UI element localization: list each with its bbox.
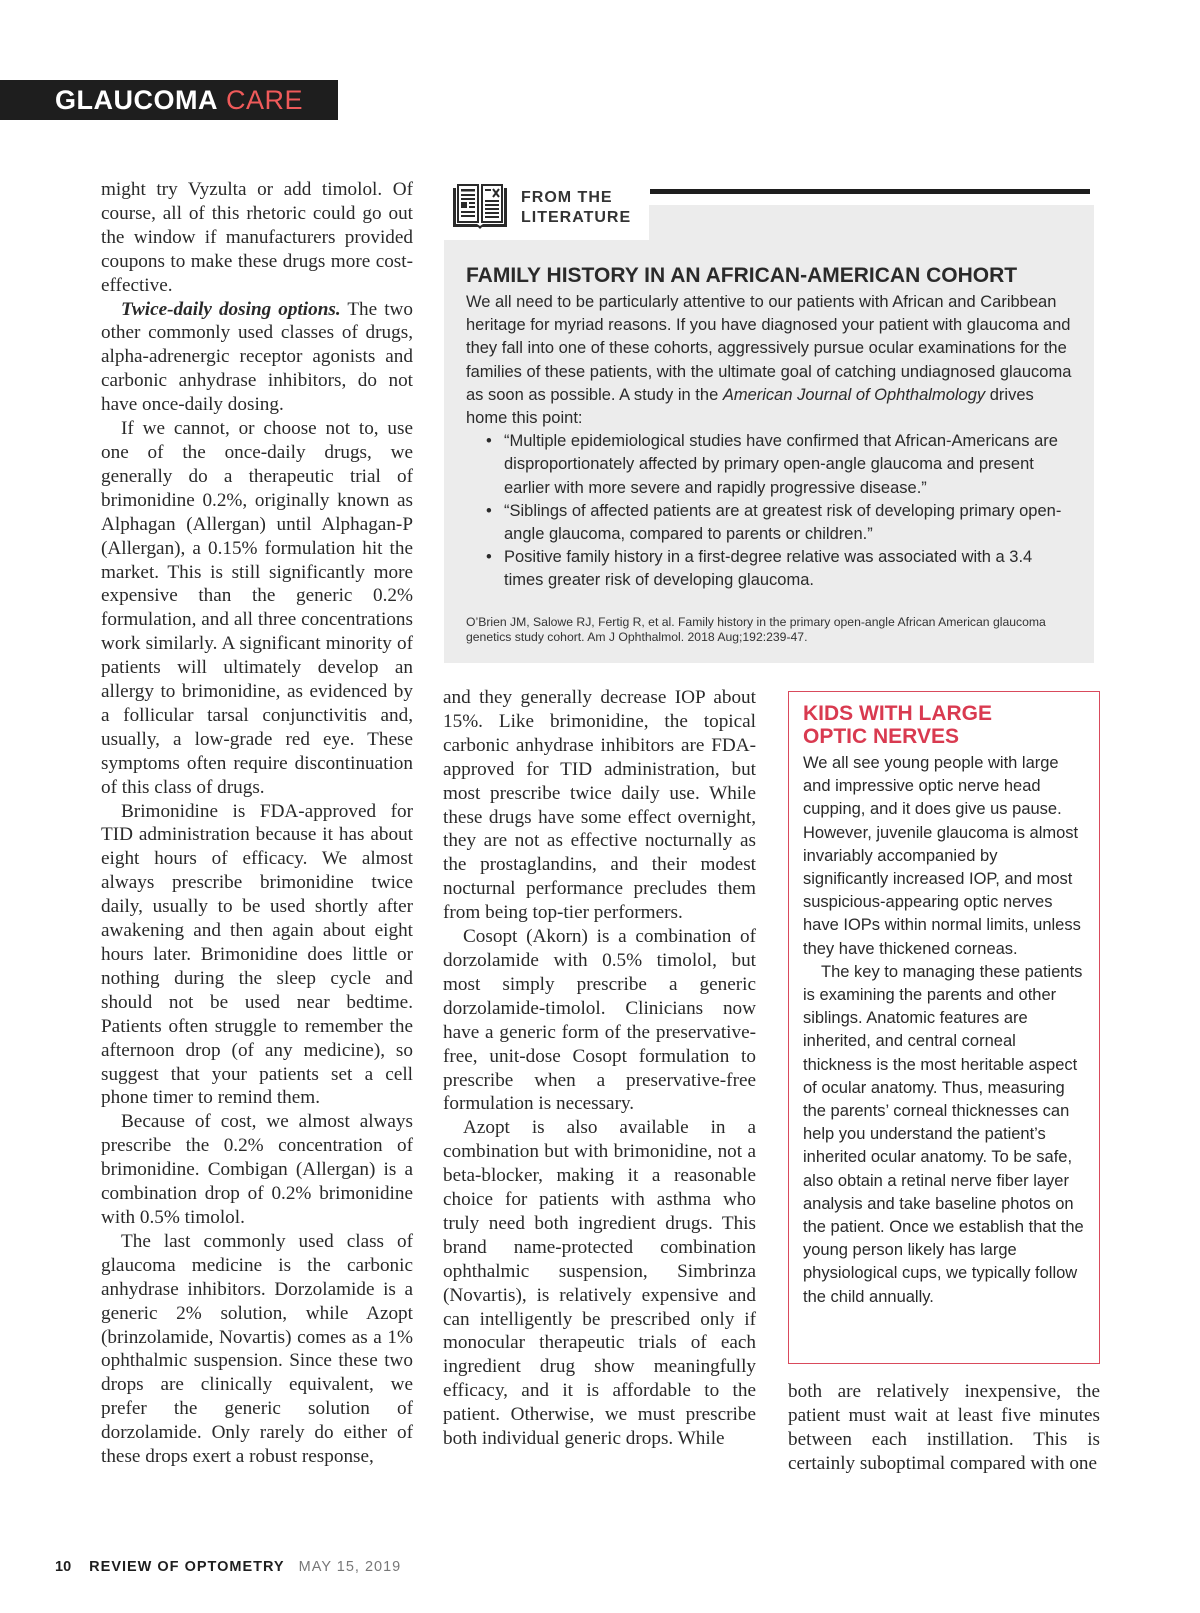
- literature-label-line1: FROM THE: [521, 189, 613, 206]
- list-item: • “Multiple epidemiological studies have confirmed that African-Americans are disproportionately affected by primary open-angle glaucoma and present earlier with more severe and rapidly progressive disease.”: [486, 430, 1076, 500]
- paragraph: Because of cost, we almost always prescribe the 0.2% concentration of brimonidine. Combigan (Allergan) is a combination drop of 0.2% brimonidine with 0.5% timolol.: [101, 1111, 413, 1228]
- kids-heading: [803, 702, 1085, 748]
- open-book-icon: [450, 183, 510, 230]
- literature-intro: [466, 291, 1076, 430]
- paragraph: [101, 298, 413, 418]
- kids-heading-line2: OPTIC NERVES: [803, 725, 959, 748]
- paragraph: Brimonidine is FDA-approved for TID administration because it has about eight hours of efficacy. We almost always prescribe brimonidine twice daily, usually to be used shortly after awakening and then again about eight hours later. Brimonidine does little or nothing during the sleep cycle and should not be used near bedtime. Patients often struggle to remember the afternoon drop (of any medicine), so suggest that your patients set a cell phone timer to remind them.: [101, 800, 413, 1109]
- kids-content: [803, 702, 1085, 1309]
- journal-name: American Journal of Ophthalmology: [722, 385, 986, 404]
- literature-bullets: [466, 430, 1076, 592]
- kids-heading-line1: KIDS WITH LARGE: [803, 702, 992, 725]
- page-footer: [55, 1559, 401, 1575]
- literature-rule: [650, 189, 1090, 194]
- paragraph: Cosopt (Akorn) is a combination of dorzolamide with 0.5% timolol, but most simply prescribe a generic dorzolamide-timolol. Clinicians now have a generic form of the preservative-free, unit-dose Cosopt formulation to prescribe when a preservative-free formulation is necessary.: [443, 926, 756, 1115]
- section-title: [55, 85, 303, 116]
- paragraph: If we cannot, or choose not to, use one of the once-daily drugs, we generally do a therapeutic trial of brimonidine 0.2%, originally known as Alphagan (Allergan) until Alphagan-P (Allergan), a 0.15% formulation hit the market. This is still significantly more expensive than the generic 0.2% formulation, and all three concentrations work similarly. A significant minority of patients will ultimately develop an allergy to brimonidine, as evidenced by a follicular tarsal conjunctivitis and, usually, a low-grade red eye. These symptoms often require discontinuation of this class of drugs.: [101, 418, 413, 798]
- paragraph: We all see young people with large and impressive optic nerve head cupping, and it does give us pause. However, juvenile glaucoma is almost invariably accompanied by significantly increased IOP, and most suspicious-appearing optic nerves have IOPs within normal limits, unless they have thickened corneas.: [803, 754, 1081, 958]
- literature-intro-end: drives home this point:: [466, 385, 1034, 428]
- literature-heading: FAMILY HISTORY IN AN AFRICAN-AMERICAN COHORT: [466, 264, 1018, 287]
- literature-citation: O’Brien JM, Salowe RJ, Fertig R, et al. Family history in the primary open-angle African American glaucoma genetics study cohort. Am J Ophthalmol. 2018 Aug;192:239-47.: [466, 614, 1046, 645]
- literature-content: [466, 263, 1076, 646]
- paragraph: The key to managing these patients is examining the parents and other siblings. Anatomic features are inherited, and central corneal thickness is the most heritable aspect of ocular anatomy. Thus, measuring the parents’ corneal thicknesses can help you understand the patient’s inherited ocular anatomy. To be safe, also obtain a retinal nerve fiber layer analysis and take baseline photos on the patient. Once we establish that the young person likely has large physiological cups, we typically follow the child annually.: [803, 962, 1084, 1306]
- paragraph: both are relatively inexpensive, the patient must wait at least five minutes between each instillation. This is certainly suboptimal compared with one: [788, 1381, 1100, 1474]
- literature-intro-text: We all need to be particularly attentive to our patients with African and Caribbean heritage for myriad reasons. If you have diagnosed your patient with glaucoma and they fall into one of these cohorts, aggressively pursue ocular examinations for the families of these patients, with the ultimate goal of catching undiagnosed glaucoma as soon as possible. A study in the: [466, 293, 1072, 404]
- paragraph: Azopt is also available in a combination but with brimonidine, not a beta-blocker, making it a reasonable choice for patients with asthma who truly need both ingredient drugs. This brand name-protected combination ophthalmic suspension, Simbrinza (Novartis), is relatively expensive and can intelligently be prescribed only if monocular therapeutic trials of each ingredient drug show meaningfully efficacy, and it is affordable to the patient. Otherwise, we must prescribe both individual generic drops. While: [443, 1117, 756, 1450]
- literature-box: [444, 205, 1094, 663]
- paragraph: The last commonly used class of glaucoma medicine is the carbonic anhydrase inhibitors. Dorzolamide is a generic 2% solution, while Azopt (brinzolamide, Novartis) comes as a 1% ophthalmic suspension. Since these two drops are clinically equivalent, we prefer the generic solution of dorzolamide. Only rarely do either of these drops exert a robust response,: [101, 1230, 413, 1468]
- kids-optic-nerves-box: [788, 691, 1100, 1364]
- paragraph: and they generally decrease IOP about 15%. Like brimonidine, the topical carbonic anhydrase inhibitors are FDA-approved for TID administration, but most prescribe twice daily use. While these drugs have some effect overnight, they are not as effective nocturnally as the prostaglandins, and their modest nocturnal performance precludes them from being top-tier performers.: [443, 687, 756, 924]
- subhead-twice-daily: Twice-daily dosing options.: [121, 298, 341, 320]
- article-column-3: [788, 1380, 1100, 1476]
- page-number: 10: [55, 1559, 72, 1575]
- article-column-1: [101, 178, 413, 1469]
- section-title-bold: GLAUCOMA: [55, 84, 218, 115]
- literature-label: [521, 188, 631, 228]
- section-title-light: CARE: [226, 84, 304, 115]
- article-column-2: [443, 686, 756, 1451]
- magazine-name: REVIEW OF OPTOMETRY: [89, 1559, 285, 1575]
- paragraph: might try Vyzulta or add timolol. Of course, all of this rhetoric could go out the window if manufacturers provided coupons to make these drugs more cost-effective.: [101, 179, 413, 296]
- literature-label-line2: LITERATURE: [521, 209, 632, 226]
- issue-date: MAY 15, 2019: [298, 1559, 402, 1575]
- paragraph-text: The two other commonly used classes of drugs, alpha-adrenergic receptor agonists and carbonic anhydrase inhibitors, do not have once-daily dosing.: [101, 298, 413, 416]
- list-item: • Positive family history in a first-degree relative was associated with a 3.4 times greater risk of developing glaucoma.: [486, 546, 1076, 592]
- list-item: • “Siblings of affected patients are at greatest risk of developing primary open-angle glaucoma, compared to parents or children.”: [486, 500, 1076, 546]
- section-header-bar: [0, 80, 338, 120]
